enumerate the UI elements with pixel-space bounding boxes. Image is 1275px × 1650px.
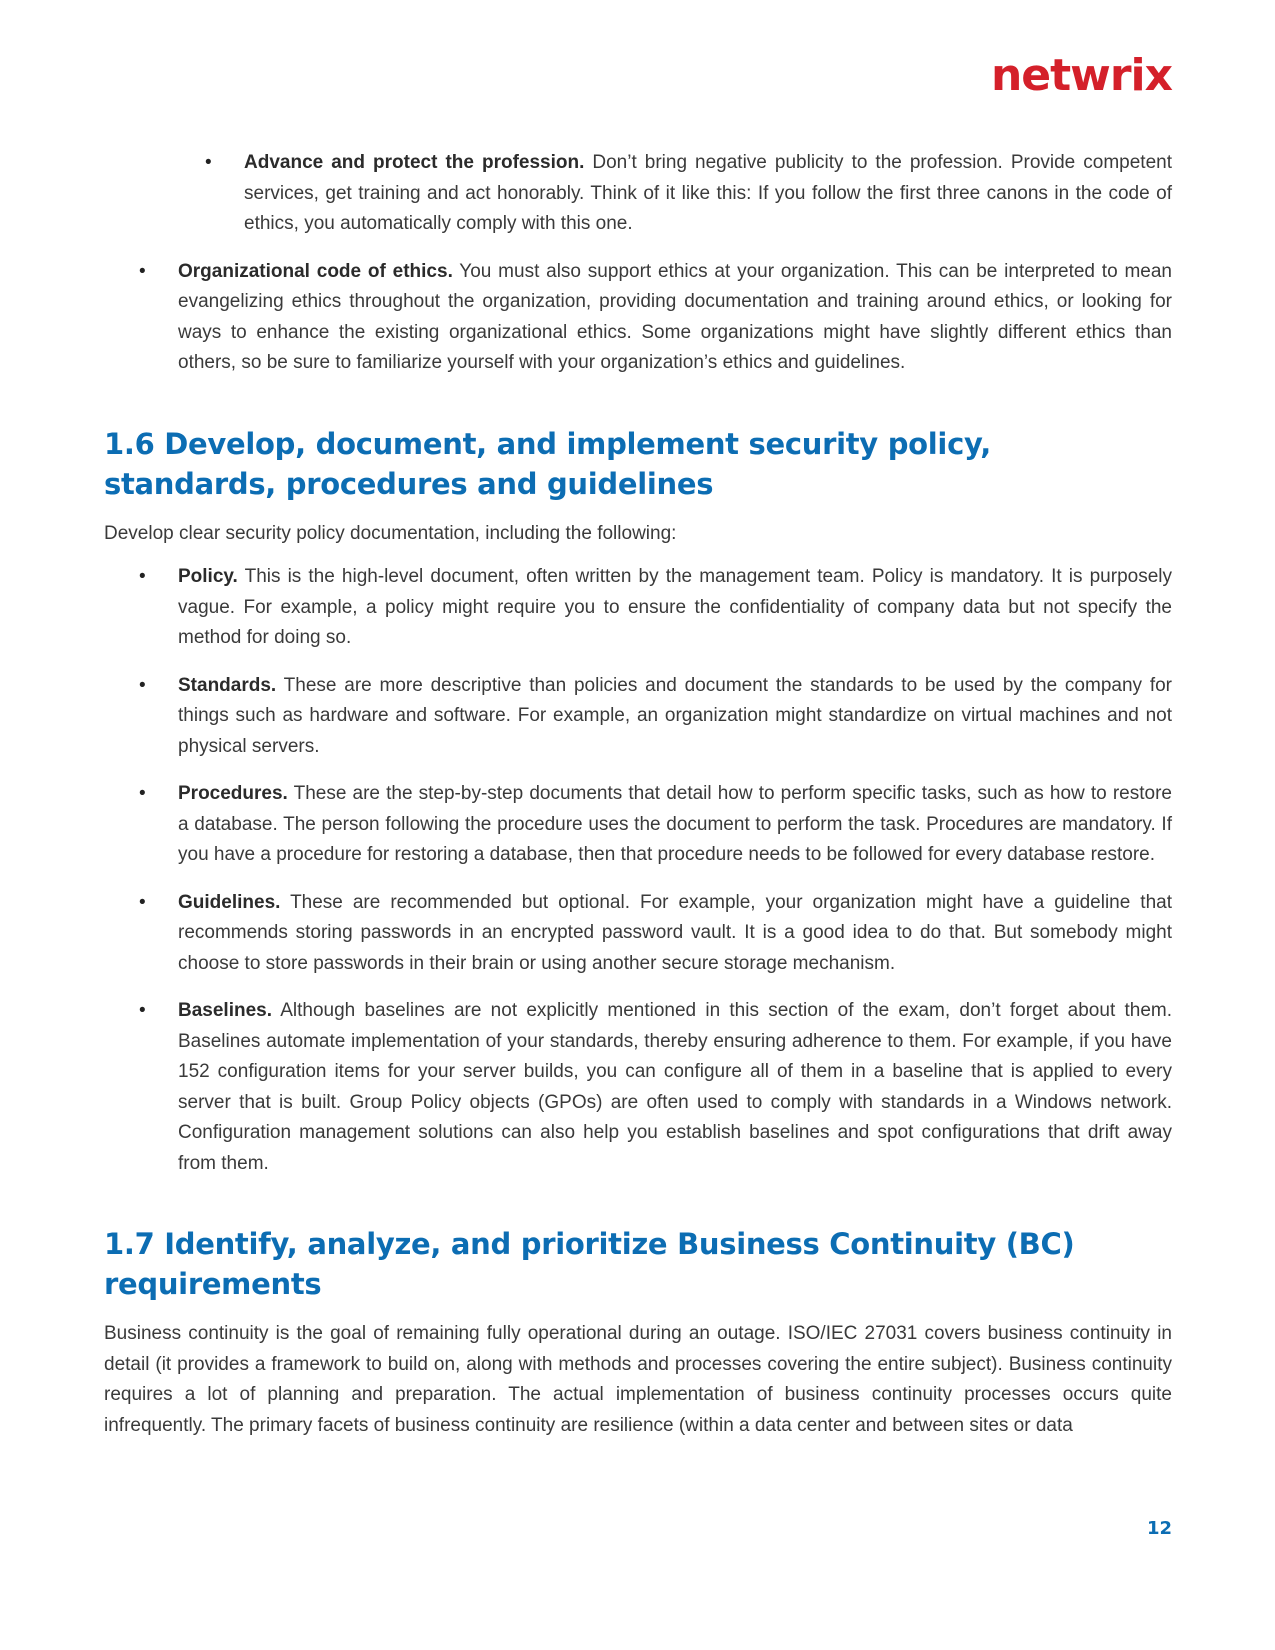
list-item-text: These are more descriptive than policies and document the standards to be used by the company for things such as hardware and software. For example, an organization might standardize on virtual machines and not physical servers. <box>178 674 1172 757</box>
page-content <box>104 148 1172 1441</box>
section-paragraph: Business continuity is the goal of remaining fully operational during an outage. ISO/IEC 27031 covers business continuity in detail (it provides a framework to build on, along with methods and processes covering the entire subject). Business continuity requires a lot of planning and preparation. The actual implementation of business continuity processes occurs quite infrequently. The primary facets of business continuity are resilience (within a data center and between sites or data <box>104 1323 1172 1436</box>
list-item-term: Procedures. <box>178 783 288 804</box>
list-item-text: This is the high-level document, often written by the management team. Policy is mandatory. It is purposely vague. For example, a policy might require you to ensure the confidentiality of company data but not specify the method for doing so. <box>178 566 1172 648</box>
netwrix-logo: netwrix <box>990 50 1172 101</box>
ethics-list <box>104 257 1172 379</box>
list-item-term: Guidelines. <box>178 891 281 913</box>
list-item-text: Don’t bring negative publicity to the profession. Provide competent services, get training and act honorably. Think of it like this: If you follow the first three canons in the code of ethics, you automatically comply with this one. <box>244 152 1172 234</box>
list-item-text: Although baselines are not explicitly mentioned in this section of the exam, don’t forget about them. Baselines automate implementation of your standards, thereby ensuring adherence to them. For example, if you have 152 configuration items for your server builds, you can configure all of them in a baseline that is applied to every server that is built. Group Policy objects (GPOs) are often used to comply with standards in a Windows network. Configuration management solutions can also help you establish baselines and spot configurations that drift away from them. <box>178 1000 1172 1174</box>
list-item <box>104 671 1172 763</box>
section-heading-1-7: 1.7 Identify, analyze, and prioritize Business Continuity (BC) requirements <box>104 1227 1075 1301</box>
list-item-text: You must also support ethics at your organization. This can be interpreted to mean evangelizing ethics throughout the organization, providing documentation and training around ethics, or looking for ways to enhance the existing organizational ethics. Some organizations might have slightly different ethics than others, so be sure to familiarize yourself with your organization’s ethics and guidelines. <box>178 260 1172 373</box>
list-item-term: Policy. <box>178 566 238 587</box>
list-item-term: Advance and protect the profession. <box>244 152 585 173</box>
list-item <box>104 996 1172 1179</box>
policy-documents-list <box>104 562 1172 1179</box>
list-item-term: Baselines. <box>178 1000 272 1021</box>
section-intro: Develop clear security policy documentation, including the following: <box>104 522 677 544</box>
list-item-term: Organizational code of ethics. <box>178 260 453 282</box>
list-item <box>104 888 1172 980</box>
section-heading-1-6: 1.6 Develop, document, and implement security policy, standards, procedures and guidelines <box>104 426 992 501</box>
ethics-canon-list <box>104 148 1172 240</box>
list-item <box>104 148 1172 240</box>
page-number: 12 <box>1146 1518 1172 1539</box>
list-item <box>104 562 1172 654</box>
list-item-term: Standards. <box>178 674 277 696</box>
list-item <box>104 257 1172 379</box>
list-item-text: These are recommended but optional. For example, your organization might have a guideline that recommends storing passwords in an encrypted password vault. It is a good idea to do that. But somebody might choose to store passwords in their brain or using another secure storage mechanism. <box>178 891 1172 974</box>
list-item <box>104 779 1172 871</box>
list-item-text: These are the step-by-step documents that detail how to perform specific tasks, such as how to restore a database. The person following the procedure uses the document to perform the task. Procedures are mandatory. If you have a procedure for restoring a database, then that procedure needs to be followed for every database restore. <box>178 783 1172 865</box>
